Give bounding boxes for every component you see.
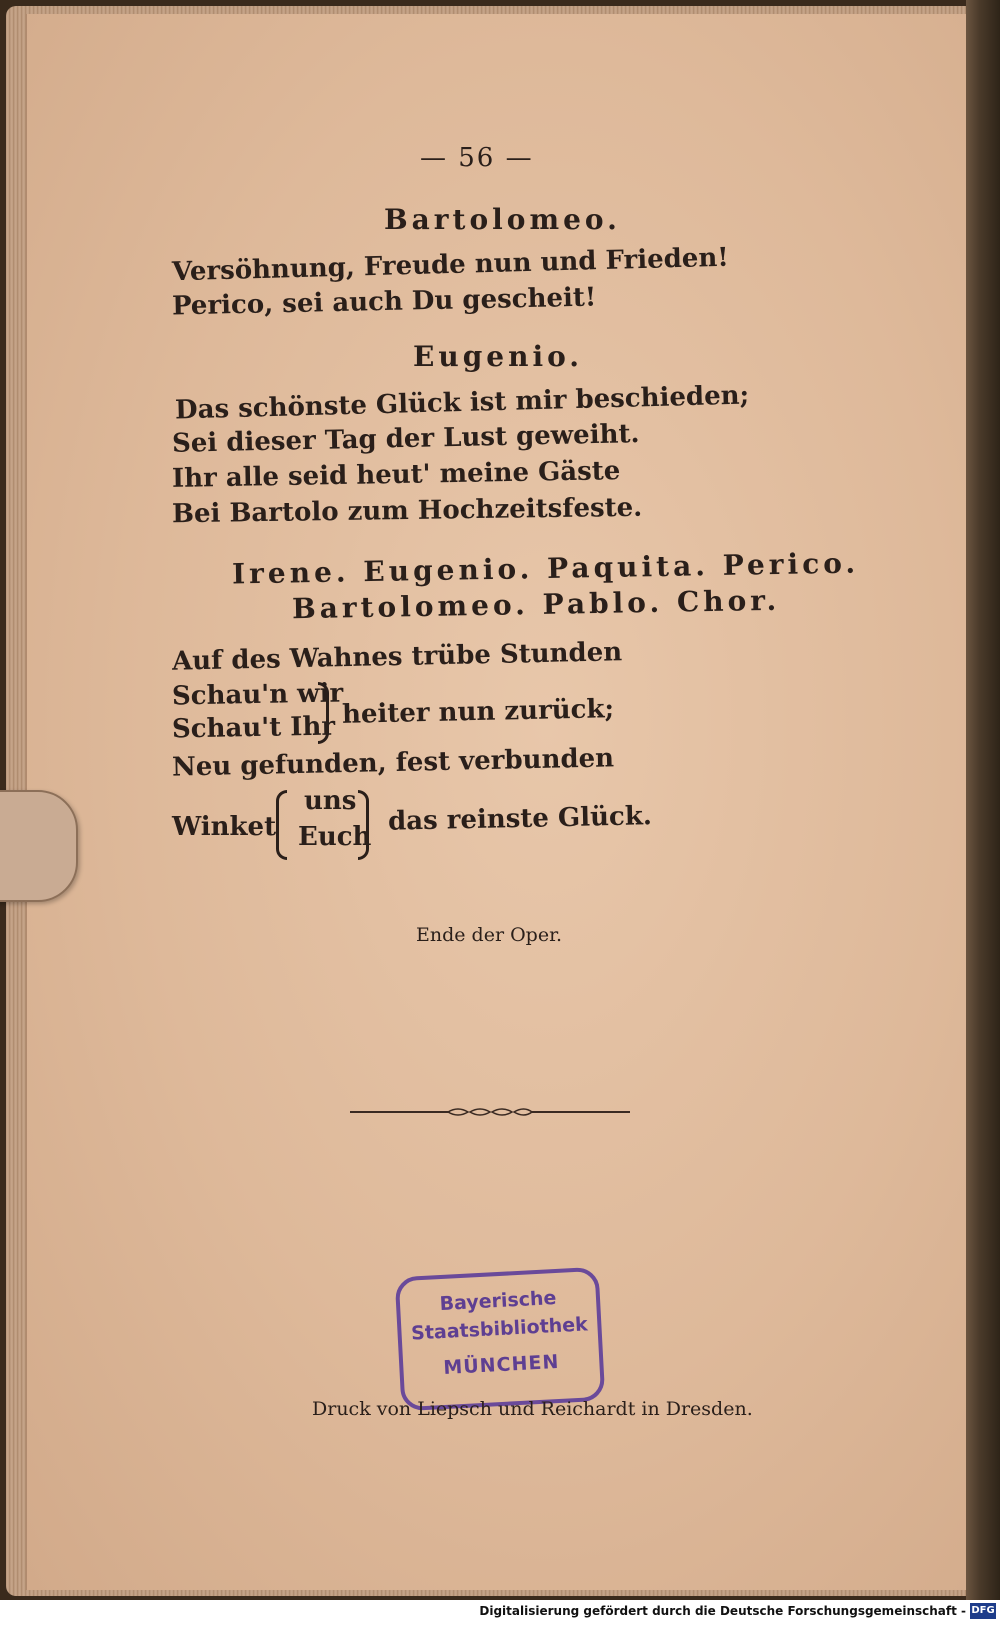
brace-option-bottom: Schau't Ihr <box>171 711 336 745</box>
verse-line: Sei dieser Tag der Lust geweiht. <box>171 419 640 459</box>
speaker-eugenio: Eugenio. <box>413 340 584 373</box>
brace-option-bottom: Euch <box>298 822 372 852</box>
right-brace <box>358 790 369 860</box>
brace-option-top: uns <box>304 786 357 816</box>
book-spine <box>966 0 1000 1600</box>
page-tab-clip <box>0 790 78 902</box>
verse-line: Ihr alle seid heut' meine Gäste <box>171 456 621 494</box>
brace-option-top: Schau'n wir <box>171 678 344 712</box>
end-note: Ende der Oper. <box>416 924 563 946</box>
stamp-line: MÜNCHEN <box>442 1350 560 1379</box>
ornament-divider <box>350 1106 630 1118</box>
winket-word: Winket <box>172 812 277 842</box>
brace-continuation: das reinste Glück. <box>387 801 653 837</box>
verse-line: Bei Bartolo zum Hochzeitsfeste. <box>171 492 643 530</box>
verse-line: Perico, sei auch Du gescheit! <box>171 282 597 322</box>
verse-line: Neu gefunden, fest verbunden <box>171 743 615 783</box>
funding-credit: Digitalisierung gefördert durch die Deutsche Forschungsgemeinschaft - <box>479 1604 966 1618</box>
verse-line: Das schönste Glück ist mir beschieden; <box>174 380 750 426</box>
ensemble-speakers-line2: Bartolomeo. Pablo. Chor. <box>291 583 781 626</box>
verse-line: Auf des Wahnes trübe Stunden <box>171 637 623 677</box>
printer-imprint: Druck von Liepsch und Reichardt in Dresden. <box>312 1398 753 1420</box>
page-number: — 56 — <box>420 143 534 173</box>
left-brace <box>276 790 287 860</box>
verse-line: Versöhnung, Freude nun und Frieden! <box>171 242 730 288</box>
dfg-logo-icon: DFG <box>970 1603 996 1619</box>
speaker-bartolomeo: Bartolomeo. <box>384 203 621 236</box>
right-brace <box>318 682 329 744</box>
stamp-line: Bayerische <box>439 1287 557 1316</box>
brace-continuation: heiter nun zurück; <box>341 694 615 730</box>
library-stamp <box>395 1267 606 1411</box>
stamp-line: Staatsbibliothek <box>410 1313 589 1345</box>
ensemble-speakers-line1: Irene. Eugenio. Paquita. Perico. <box>231 546 860 591</box>
